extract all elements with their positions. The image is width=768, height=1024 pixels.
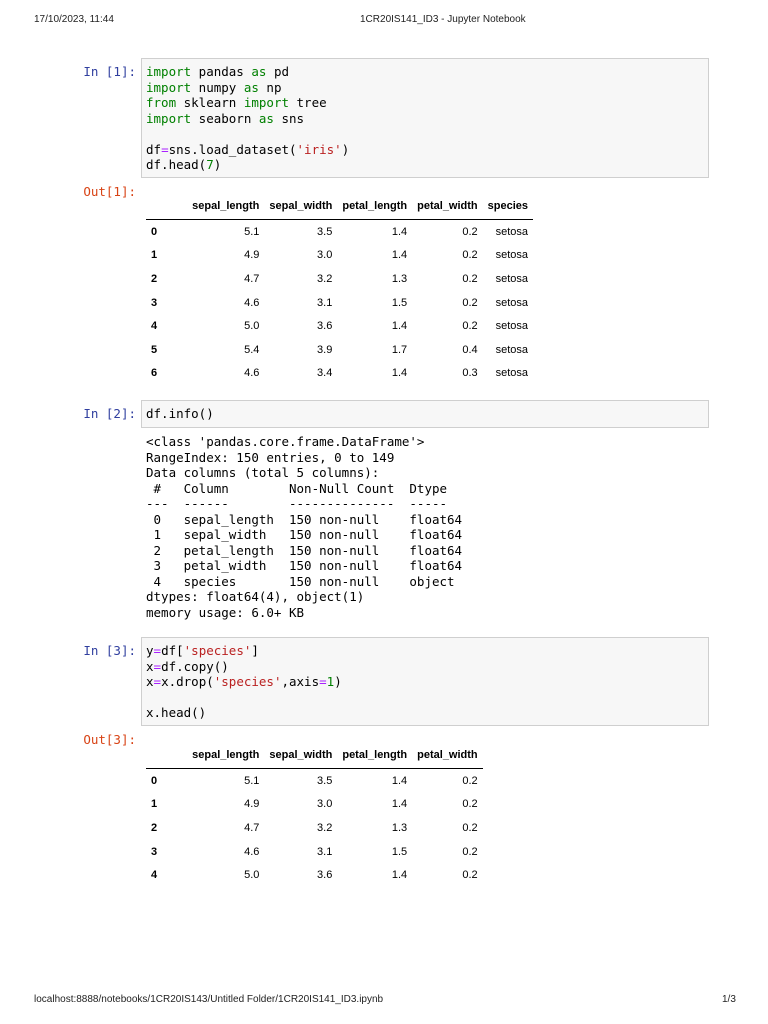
table-cell: 3.5 <box>317 225 333 238</box>
code-token: sns <box>273 110 305 126</box>
table-cell: 1.4 <box>391 367 408 380</box>
table-cell: 1.5 <box>391 296 408 309</box>
table-row <box>146 769 483 793</box>
table-cell: 3.0 <box>317 249 333 262</box>
row-index: 0 <box>151 774 158 787</box>
column-header: petal_width <box>412 193 483 220</box>
code-token: x <box>146 658 154 674</box>
code-line <box>146 674 342 689</box>
row-index: 0 <box>151 225 158 238</box>
code-token: import <box>146 79 192 95</box>
code-token: sns.load_dataset( <box>168 141 297 157</box>
table-cell: 3.5 <box>317 774 333 787</box>
cell-3-out-prompt: Out[3]: <box>83 732 136 747</box>
code-token: ) <box>213 157 222 172</box>
table-cell: setosa <box>495 249 529 262</box>
column-header: petal_length <box>337 742 412 769</box>
cell-3-code-input[interactable] <box>141 637 709 726</box>
table-cell: 0.3 <box>462 367 478 380</box>
column-header: sepal_width <box>264 742 337 769</box>
table-cell: 0.2 <box>462 845 478 858</box>
stream-line: # Column Non-Null Count Dtype <box>146 480 463 496</box>
code-token: x.head() <box>146 705 207 720</box>
stream-line: <class 'pandas.core.frame.DataFrame'> <box>146 434 425 449</box>
table-cell: 0.4 <box>462 343 478 356</box>
code-token: ) <box>341 141 350 157</box>
code-line <box>146 659 229 674</box>
row-index: 4 <box>151 320 158 333</box>
code-token: 7 <box>206 157 214 172</box>
row-index: 1 <box>151 798 158 811</box>
row-index: 2 <box>151 821 158 834</box>
code-token: df <box>146 141 162 157</box>
table-cell: setosa <box>495 320 529 333</box>
table-cell: 3.6 <box>317 869 333 882</box>
row-index: 3 <box>151 845 158 858</box>
table-cell: 0.2 <box>462 774 478 787</box>
code-token: import <box>146 64 192 79</box>
table-cell: 1.4 <box>391 798 408 811</box>
table-cell: setosa <box>495 343 529 356</box>
table-row <box>146 267 533 291</box>
stream-line: Data columns (total 5 columns): <box>146 465 380 480</box>
table-cell: 4.6 <box>244 367 260 380</box>
stream-line: 1 sepal_width 150 non-null float64 <box>146 527 463 542</box>
table-cell: 1.4 <box>391 774 408 787</box>
code-token: sklearn <box>176 95 244 110</box>
table-cell: 4.6 <box>244 296 260 309</box>
table-cell: 4.7 <box>244 272 260 285</box>
table-cell: 0.2 <box>462 798 478 811</box>
cell-1-code <box>142 59 708 178</box>
column-header: sepal_length <box>187 193 264 220</box>
code-token: = <box>153 658 162 674</box>
table-cell: 3.2 <box>317 272 333 285</box>
row-index: 4 <box>151 869 158 882</box>
code-token: pd <box>266 64 290 79</box>
code-token: df.head( <box>146 157 207 172</box>
code-token: df.info() <box>146 406 214 421</box>
table-cell: setosa <box>495 225 529 238</box>
table-cell: 3.1 <box>317 845 333 858</box>
table-cell: 3.9 <box>317 343 333 356</box>
cell-2-in-prompt: In [2]: <box>83 406 136 421</box>
footer-url: localhost:8888/notebooks/1CR20IS143/Untitled Folder/1CR20IS141_ID3.ipynb <box>34 994 384 1005</box>
table-row <box>146 338 533 362</box>
column-header: petal_length <box>337 193 412 220</box>
column-header: species <box>483 193 533 220</box>
table-row <box>146 863 483 887</box>
stream-line: 0 sepal_length 150 non-null float64 <box>146 511 463 527</box>
stream-line: memory usage: 6.0+ KB <box>146 604 305 620</box>
code-line <box>146 643 259 658</box>
table-cell: 0.2 <box>462 869 478 882</box>
code-token: import <box>243 95 289 110</box>
code-token: ,axis <box>281 674 320 689</box>
stream-line: RangeIndex: 150 entries, 0 to 149 <box>146 449 395 465</box>
code-token: df[ <box>161 643 184 658</box>
stream-line: 4 species 150 non-null object <box>146 573 463 589</box>
row-index: 2 <box>151 272 158 285</box>
cell-2-code <box>142 401 708 427</box>
code-token: x <box>146 674 154 689</box>
table-cell: 1.7 <box>391 343 408 356</box>
cell-3-in-prompt: In [3]: <box>83 643 136 658</box>
code-token: ] <box>251 643 259 658</box>
code-line <box>146 705 206 720</box>
table-cell: 4.6 <box>244 845 260 858</box>
table-row <box>146 793 483 817</box>
code-line <box>146 80 281 95</box>
cell-2-code-input[interactable] <box>141 400 709 428</box>
code-token: pandas <box>191 64 252 79</box>
code-line <box>146 406 214 421</box>
table-cell: setosa <box>495 367 529 380</box>
table-cell: 3.2 <box>317 821 333 834</box>
code-token: as <box>243 79 259 95</box>
code-token: = <box>153 643 162 658</box>
row-index: 6 <box>151 367 158 380</box>
code-line <box>146 142 349 157</box>
column-header: petal_width <box>412 742 483 769</box>
print-datetime: 17/10/2023, 11:44 <box>34 14 114 25</box>
table-cell: 1.4 <box>391 869 408 882</box>
stream-line: --- ------ -------------- ----- <box>146 496 463 511</box>
code-token: 'iris' <box>296 141 342 157</box>
table-header-row <box>146 193 533 220</box>
code-token: ) <box>334 674 342 689</box>
cell-1-in-prompt: In [1]: <box>83 64 136 79</box>
code-token: np <box>258 79 282 95</box>
code-token: y <box>146 643 154 658</box>
code-token: as <box>258 110 274 126</box>
table-cell: 3.0 <box>317 798 333 811</box>
cell-3-output-table <box>146 742 483 887</box>
column-header <box>146 193 187 220</box>
table-cell: 3.1 <box>317 296 333 309</box>
table-cell: 4.7 <box>244 821 260 834</box>
code-token: = <box>161 141 169 157</box>
table-cell: 4.9 <box>244 798 260 811</box>
code-line <box>146 111 304 126</box>
table-cell: 0.2 <box>462 249 478 262</box>
page-title: 1CR20IS141_ID3 - Jupyter Notebook <box>360 14 526 25</box>
code-line <box>146 95 327 110</box>
table-cell: 5.1 <box>244 225 260 238</box>
cell-1-output-table <box>146 193 533 385</box>
row-index: 3 <box>151 296 158 309</box>
table-cell: 0.2 <box>462 296 478 309</box>
table-cell: 0.2 <box>462 225 478 238</box>
column-header <box>146 742 187 769</box>
column-header: sepal_length <box>187 742 264 769</box>
table-cell: 0.2 <box>462 320 478 333</box>
table-row <box>146 244 533 268</box>
code-line <box>146 64 289 79</box>
table-row <box>146 220 533 244</box>
code-token: tree <box>289 95 327 110</box>
table-cell: setosa <box>495 272 529 285</box>
table-row <box>146 291 533 315</box>
table-cell: setosa <box>495 296 529 309</box>
table-cell: 5.0 <box>244 320 260 333</box>
code-token: df.copy() <box>161 658 229 674</box>
table-cell: 3.6 <box>317 320 333 333</box>
code-token: from <box>146 95 177 110</box>
table-cell: 5.4 <box>244 343 260 356</box>
code-token: 'species' <box>213 674 282 689</box>
cell-1-out-prompt: Out[1]: <box>83 184 136 199</box>
table-cell: 4.9 <box>244 249 260 262</box>
table-cell: 0.2 <box>462 272 478 285</box>
code-token: import <box>146 110 192 126</box>
table-cell: 1.3 <box>391 272 408 285</box>
code-token: as <box>251 64 267 79</box>
table-row <box>146 840 483 864</box>
column-header: sepal_width <box>264 193 337 220</box>
table-cell: 3.4 <box>317 367 333 380</box>
row-index: 5 <box>151 343 158 356</box>
table-cell: 5.1 <box>244 774 260 787</box>
table-row <box>146 362 533 386</box>
table-row <box>146 816 483 840</box>
table-cell: 1.4 <box>391 320 408 333</box>
table-cell: 0.2 <box>462 821 478 834</box>
code-line <box>146 157 221 172</box>
table-header-row <box>146 742 483 769</box>
stream-line: 3 petal_width 150 non-null float64 <box>146 558 463 573</box>
cell-2-stream-output <box>146 434 462 620</box>
table-cell: 1.4 <box>391 225 408 238</box>
row-index: 1 <box>151 249 158 262</box>
code-token: numpy <box>191 79 244 95</box>
code-token: 1 <box>326 674 335 689</box>
code-token: seaborn <box>191 110 259 126</box>
table-cell: 1.5 <box>391 845 408 858</box>
page-number: 1/3 <box>722 994 736 1005</box>
code-token: 'species' <box>183 643 252 658</box>
stream-line: dtypes: float64(4), object(1) <box>146 589 365 604</box>
code-token: = <box>319 674 327 689</box>
table-cell: 5.0 <box>244 869 260 882</box>
cell-1-code-input[interactable] <box>141 58 709 178</box>
code-token: x.drop( <box>161 674 214 689</box>
cell-3-code <box>142 638 708 726</box>
table-cell: 1.4 <box>391 249 408 262</box>
code-token: = <box>153 674 162 689</box>
stream-line: 2 petal_length 150 non-null float64 <box>146 542 463 558</box>
table-cell: 1.3 <box>391 821 408 834</box>
table-row <box>146 314 533 338</box>
